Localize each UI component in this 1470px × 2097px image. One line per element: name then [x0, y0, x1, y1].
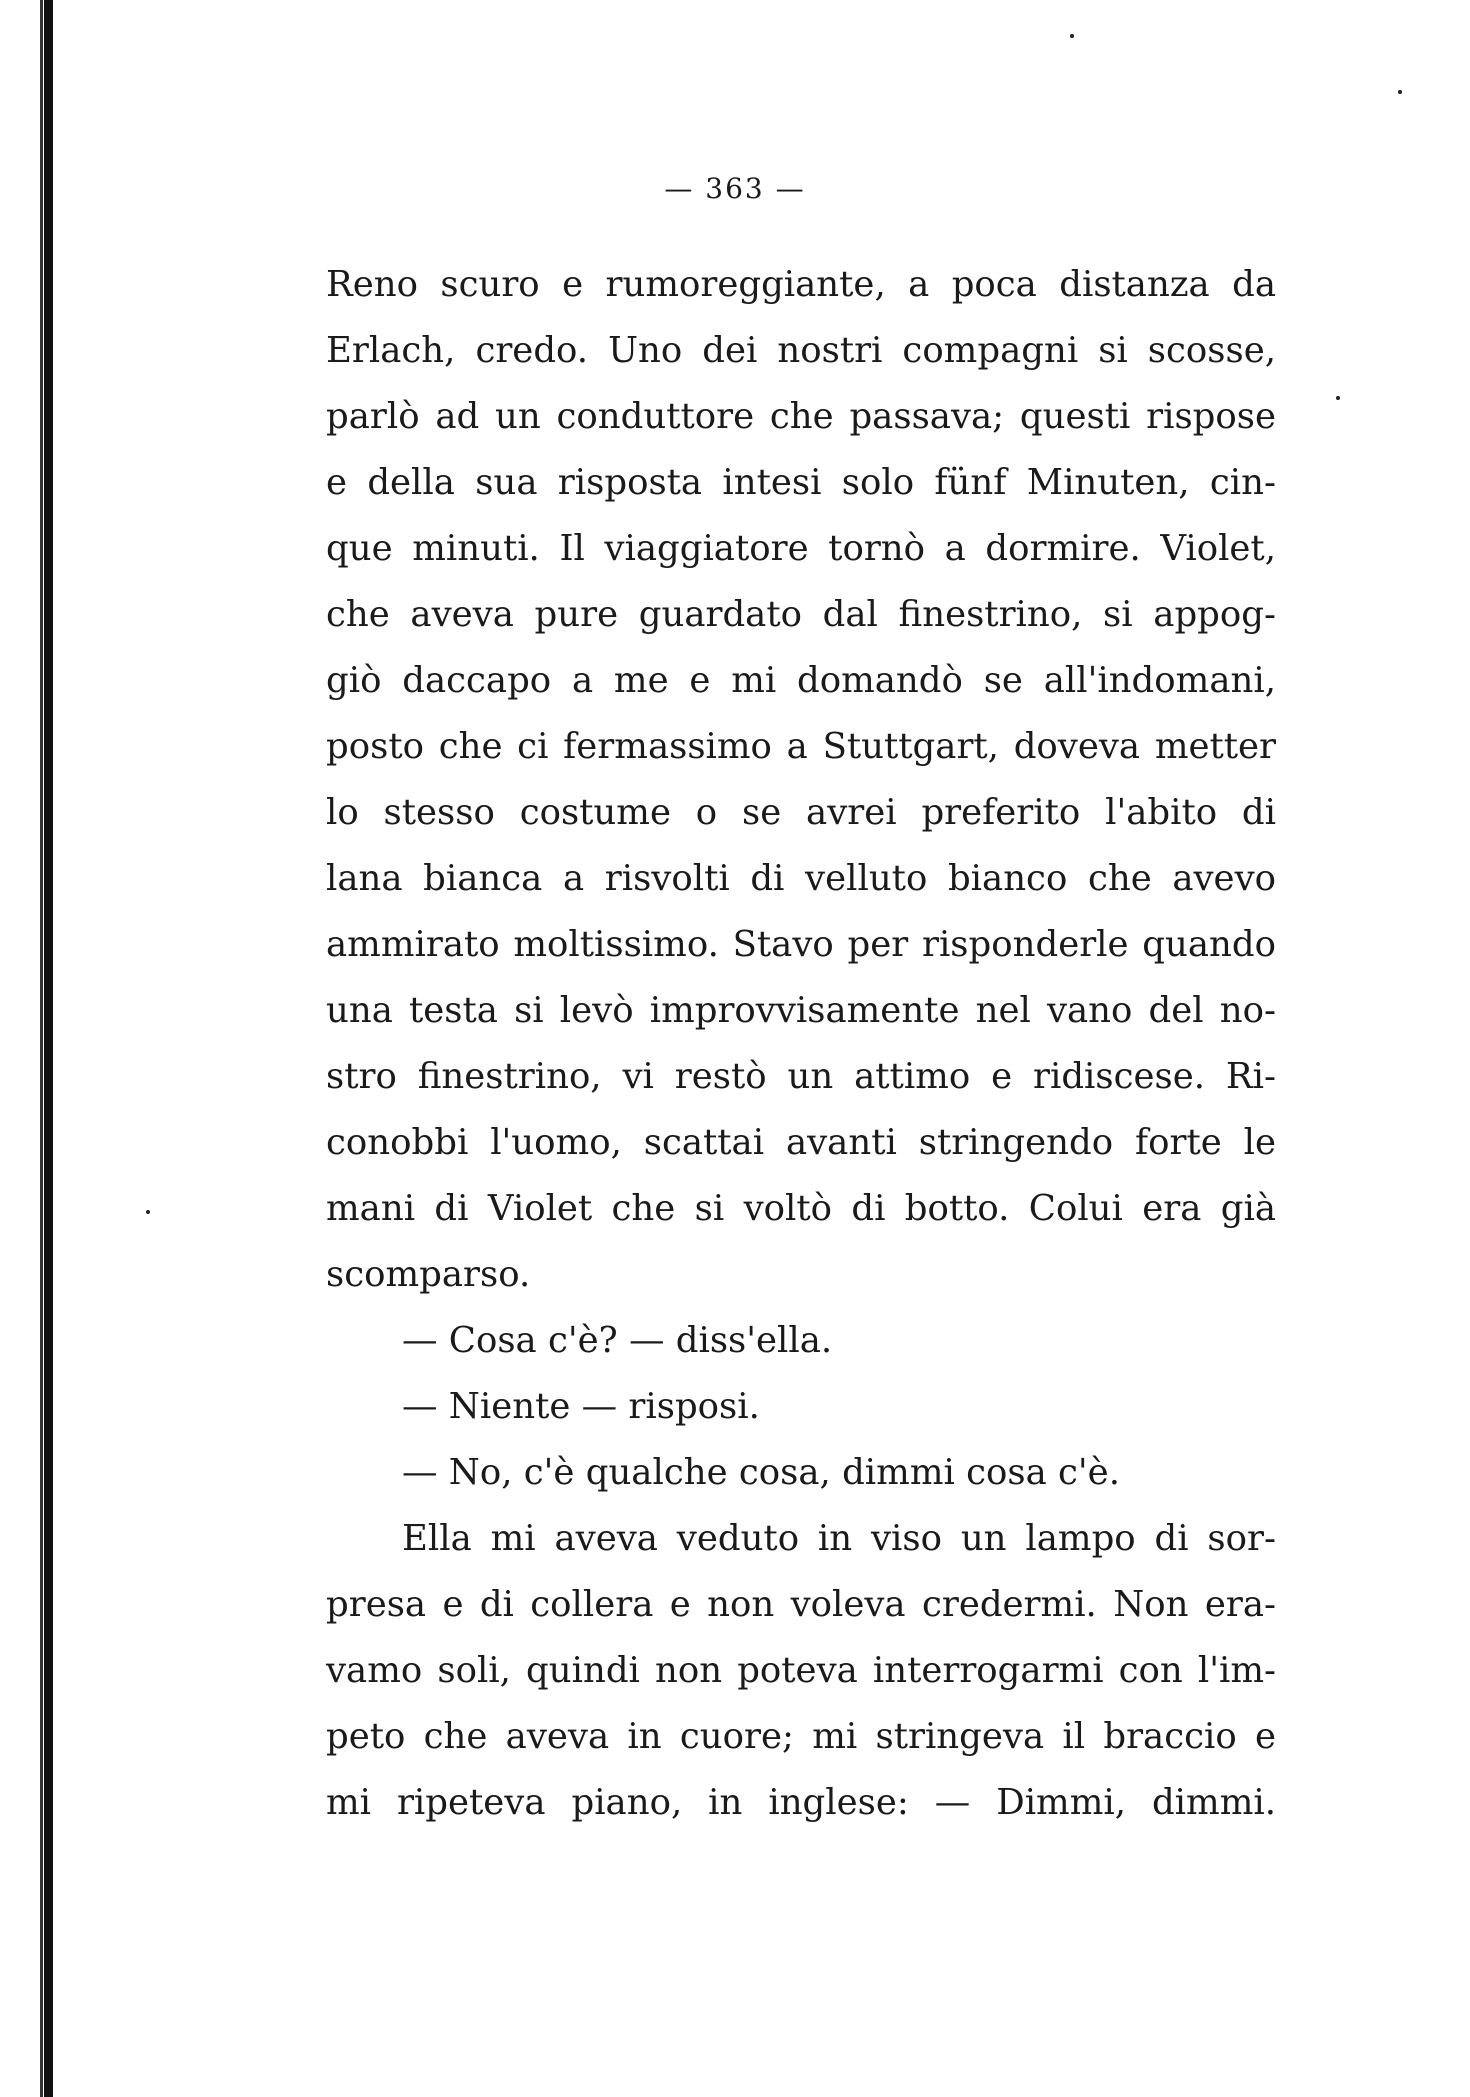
binding-edge-shadow [40, 0, 43, 2097]
text-line: una testa si levò improvvisamente nel vano del no- [326, 990, 1276, 1031]
text-line: peto che aveva in cuore; mi stringeva il braccio e [326, 1716, 1276, 1757]
text-line: mani di Violet che si voltò di botto. Colui era già [326, 1188, 1276, 1229]
dialogue-line: — No, c'è qualche cosa, dimmi cosa c'è. [402, 1452, 1120, 1493]
text-line: ammirato moltissimo. Stavo per risponderle quando [326, 924, 1276, 965]
text-line: conobbi l'uomo, scattai avanti stringendo forte le [326, 1122, 1276, 1163]
text-line: che aveva pure guardato dal finestrino, si appog- [326, 594, 1276, 635]
paragraph-start-line: Ella mi aveva veduto in viso un lampo di sor- [402, 1518, 1276, 1559]
dialogue-line: — Niente — risposi. [402, 1386, 760, 1427]
scan-speck [146, 1210, 150, 1214]
text-line: lana bianca a risvolti di velluto bianco che avevo [326, 858, 1276, 899]
page-number: — 363 — [664, 172, 806, 205]
text-line: posto che ci fermassimo a Stuttgart, doveva metter [326, 726, 1276, 767]
binding-edge [44, 0, 53, 2097]
text-line: scomparso. [326, 1254, 531, 1295]
text-line: que minuti. Il viaggiatore tornò a dormire. Violet, [326, 528, 1276, 569]
text-line: e della sua risposta intesi solo fünf Minuten, cin- [326, 462, 1276, 503]
dialogue-line: — Cosa c'è? — diss'ella. [402, 1320, 833, 1361]
scan-speck [1398, 90, 1402, 94]
text-line: presa e di collera e non voleva credermi. Non era- [326, 1584, 1276, 1625]
text-line: mi ripeteva piano, in inglese: — Dimmi, dimmi. [326, 1782, 1276, 1823]
body-text [326, 252, 1276, 1836]
text-line: giò daccapo a me e mi domandò se all'indomani, [326, 660, 1276, 701]
text-line: parlò ad un conduttore che passava; questi rispose [326, 396, 1276, 437]
text-line: Erlach, credo. Uno dei nostri compagni si scosse, [326, 330, 1276, 371]
scan-speck [1070, 34, 1074, 38]
scan-speck [1336, 396, 1340, 400]
text-line: lo stesso costume o se avrei preferito l'abito di [326, 792, 1276, 833]
text-line: vamo soli, quindi non poteva interrogarmi con l'im- [326, 1650, 1276, 1691]
text-line: stro finestrino, vi restò un attimo e ridiscese. Ri- [326, 1056, 1276, 1097]
text-line: Reno scuro e rumoreggiante, a poca distanza da [326, 264, 1276, 305]
